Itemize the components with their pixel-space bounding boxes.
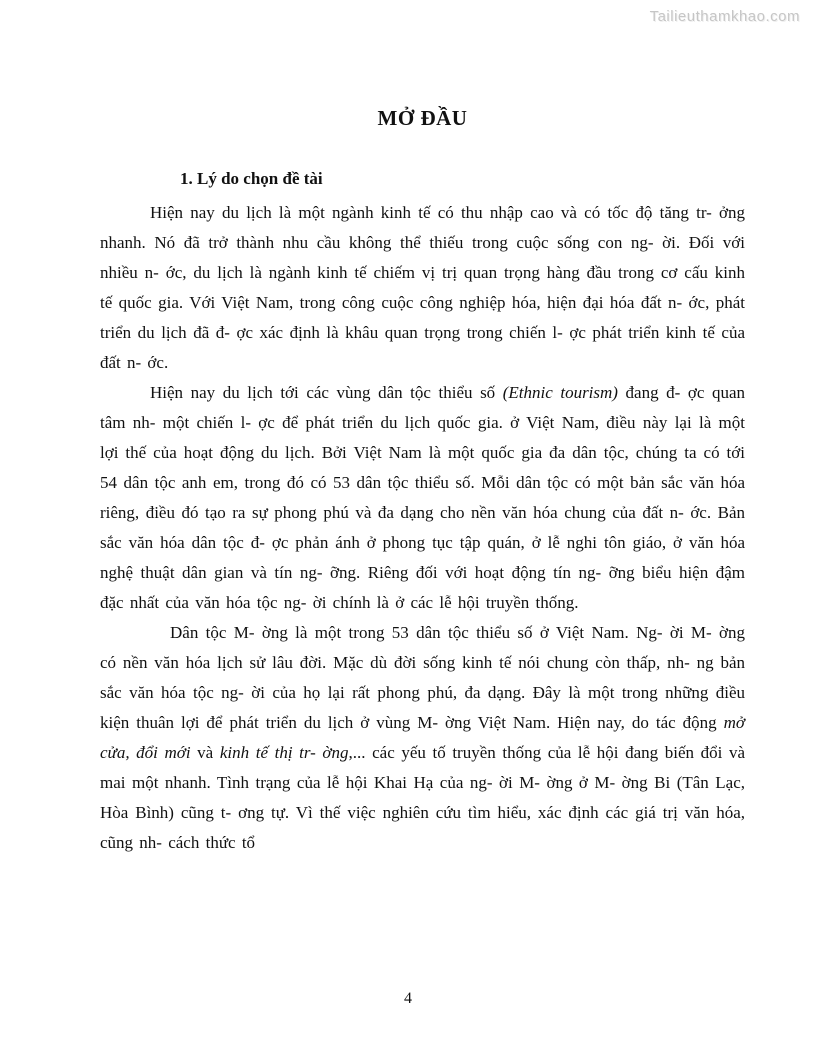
text-segment: kinh tế thị tr- ờng — [219, 743, 349, 762]
page-number: 4 — [404, 990, 412, 1007]
text-segment: Hiện nay du lịch tới các vùng dân tộc thiểu số — [150, 383, 503, 402]
text-segment: Hiện nay du lịch là một ngành kinh tế có thu nhập cao và có tốc độ tăng tr- ởng nhanh. Nó đã trở thành nhu cầu không thể thiếu trong cuộc sống con ng- ời. Đối với nhiều n- ớc, du lịch là ngành kinh tế chiếm vị trị quan trọng hàng đầu trong cơ cấu kinh tế quốc gia. Với Việt Nam, trong công cuộc công nghiệp hóa, hiện đại hóa đất n- ớc, phát triển du lịch đã đ- ợc xác định là khâu quan trọng trong chiến l- ợc phát triển kinh tế của đất n- ớc. — [100, 203, 745, 372]
section-heading: 1. Lý do chọn đề tài — [180, 169, 323, 188]
paragraph-container — [100, 198, 745, 858]
page-title: MỞ ĐẦU — [377, 106, 468, 130]
paragraph — [100, 378, 745, 618]
text-segment: mở cửa, đổi mới — [100, 713, 745, 762]
text-segment: ,... các yếu tố truyền thống của lễ hội đang biến đổi và mai một nhanh. Tình trạng của lễ hội Khai Hạ của ng- ời M- ờng ở M- ờng Bi (Tân Lạc, Hòa Bình) cũng t- ơng tự. Vì thế việc nghiên cứu tìm hiểu, xác định các giá trị văn hóa, cũng nh- cách thức tổ — [100, 743, 745, 852]
paragraph — [100, 198, 745, 378]
watermark: Tailieuthamkhao.com — [649, 8, 800, 25]
text-segment: Dân tộc M- ờng là một trong 53 dân tộc thiểu số ở Việt Nam. Ng- ời M- ờng có nền văn hóa lịch sử lâu đời. Mặc dù đời sống kinh tế nói chung còn thấp, nh- ng bản sắc văn hóa tộc ng- ời của họ lại rất phong phú, đa dạng. Đây là một trong những điều kiện thuân lợi để phát triển du lịch ở vùng M- ờng Việt Nam. Hiện nay, do tác động — [100, 623, 745, 732]
text-segment: đang đ- ợc quan tâm nh- một chiến l- ợc để phát triển du lịch quốc gia. ở Việt Nam, điều này lại là một lợi thế của hoạt động du lịch. Bởi Việt Nam là một quốc gia đa dân tộc, chúng ta có tới 54 dân tộc anh em, trong đó có 53 dân tộc thiểu số. Mỗi dân tộc có một bản sắc văn hóa riêng, điều đó tạo ra sự phong phú và đa dạng cho nền văn hóa chung của đất n- ớc. Bản sắc văn hóa dân tộc đ- ợc phản ánh ở phong tục tập quán, ở lễ nghi tôn giáo, ở văn hóa nghệ thuật dân gian và tín ng- ỡng. Riêng đối với hoạt động tín ng- ỡng biểu hiện đậm đặc nhất của văn hóa tộc ng- ời chính là ở các lễ hội truyền thống. — [100, 383, 745, 612]
paragraph — [100, 618, 745, 858]
text-segment: (Ethnic tourism) — [502, 383, 618, 402]
text-segment: và — [190, 743, 220, 762]
